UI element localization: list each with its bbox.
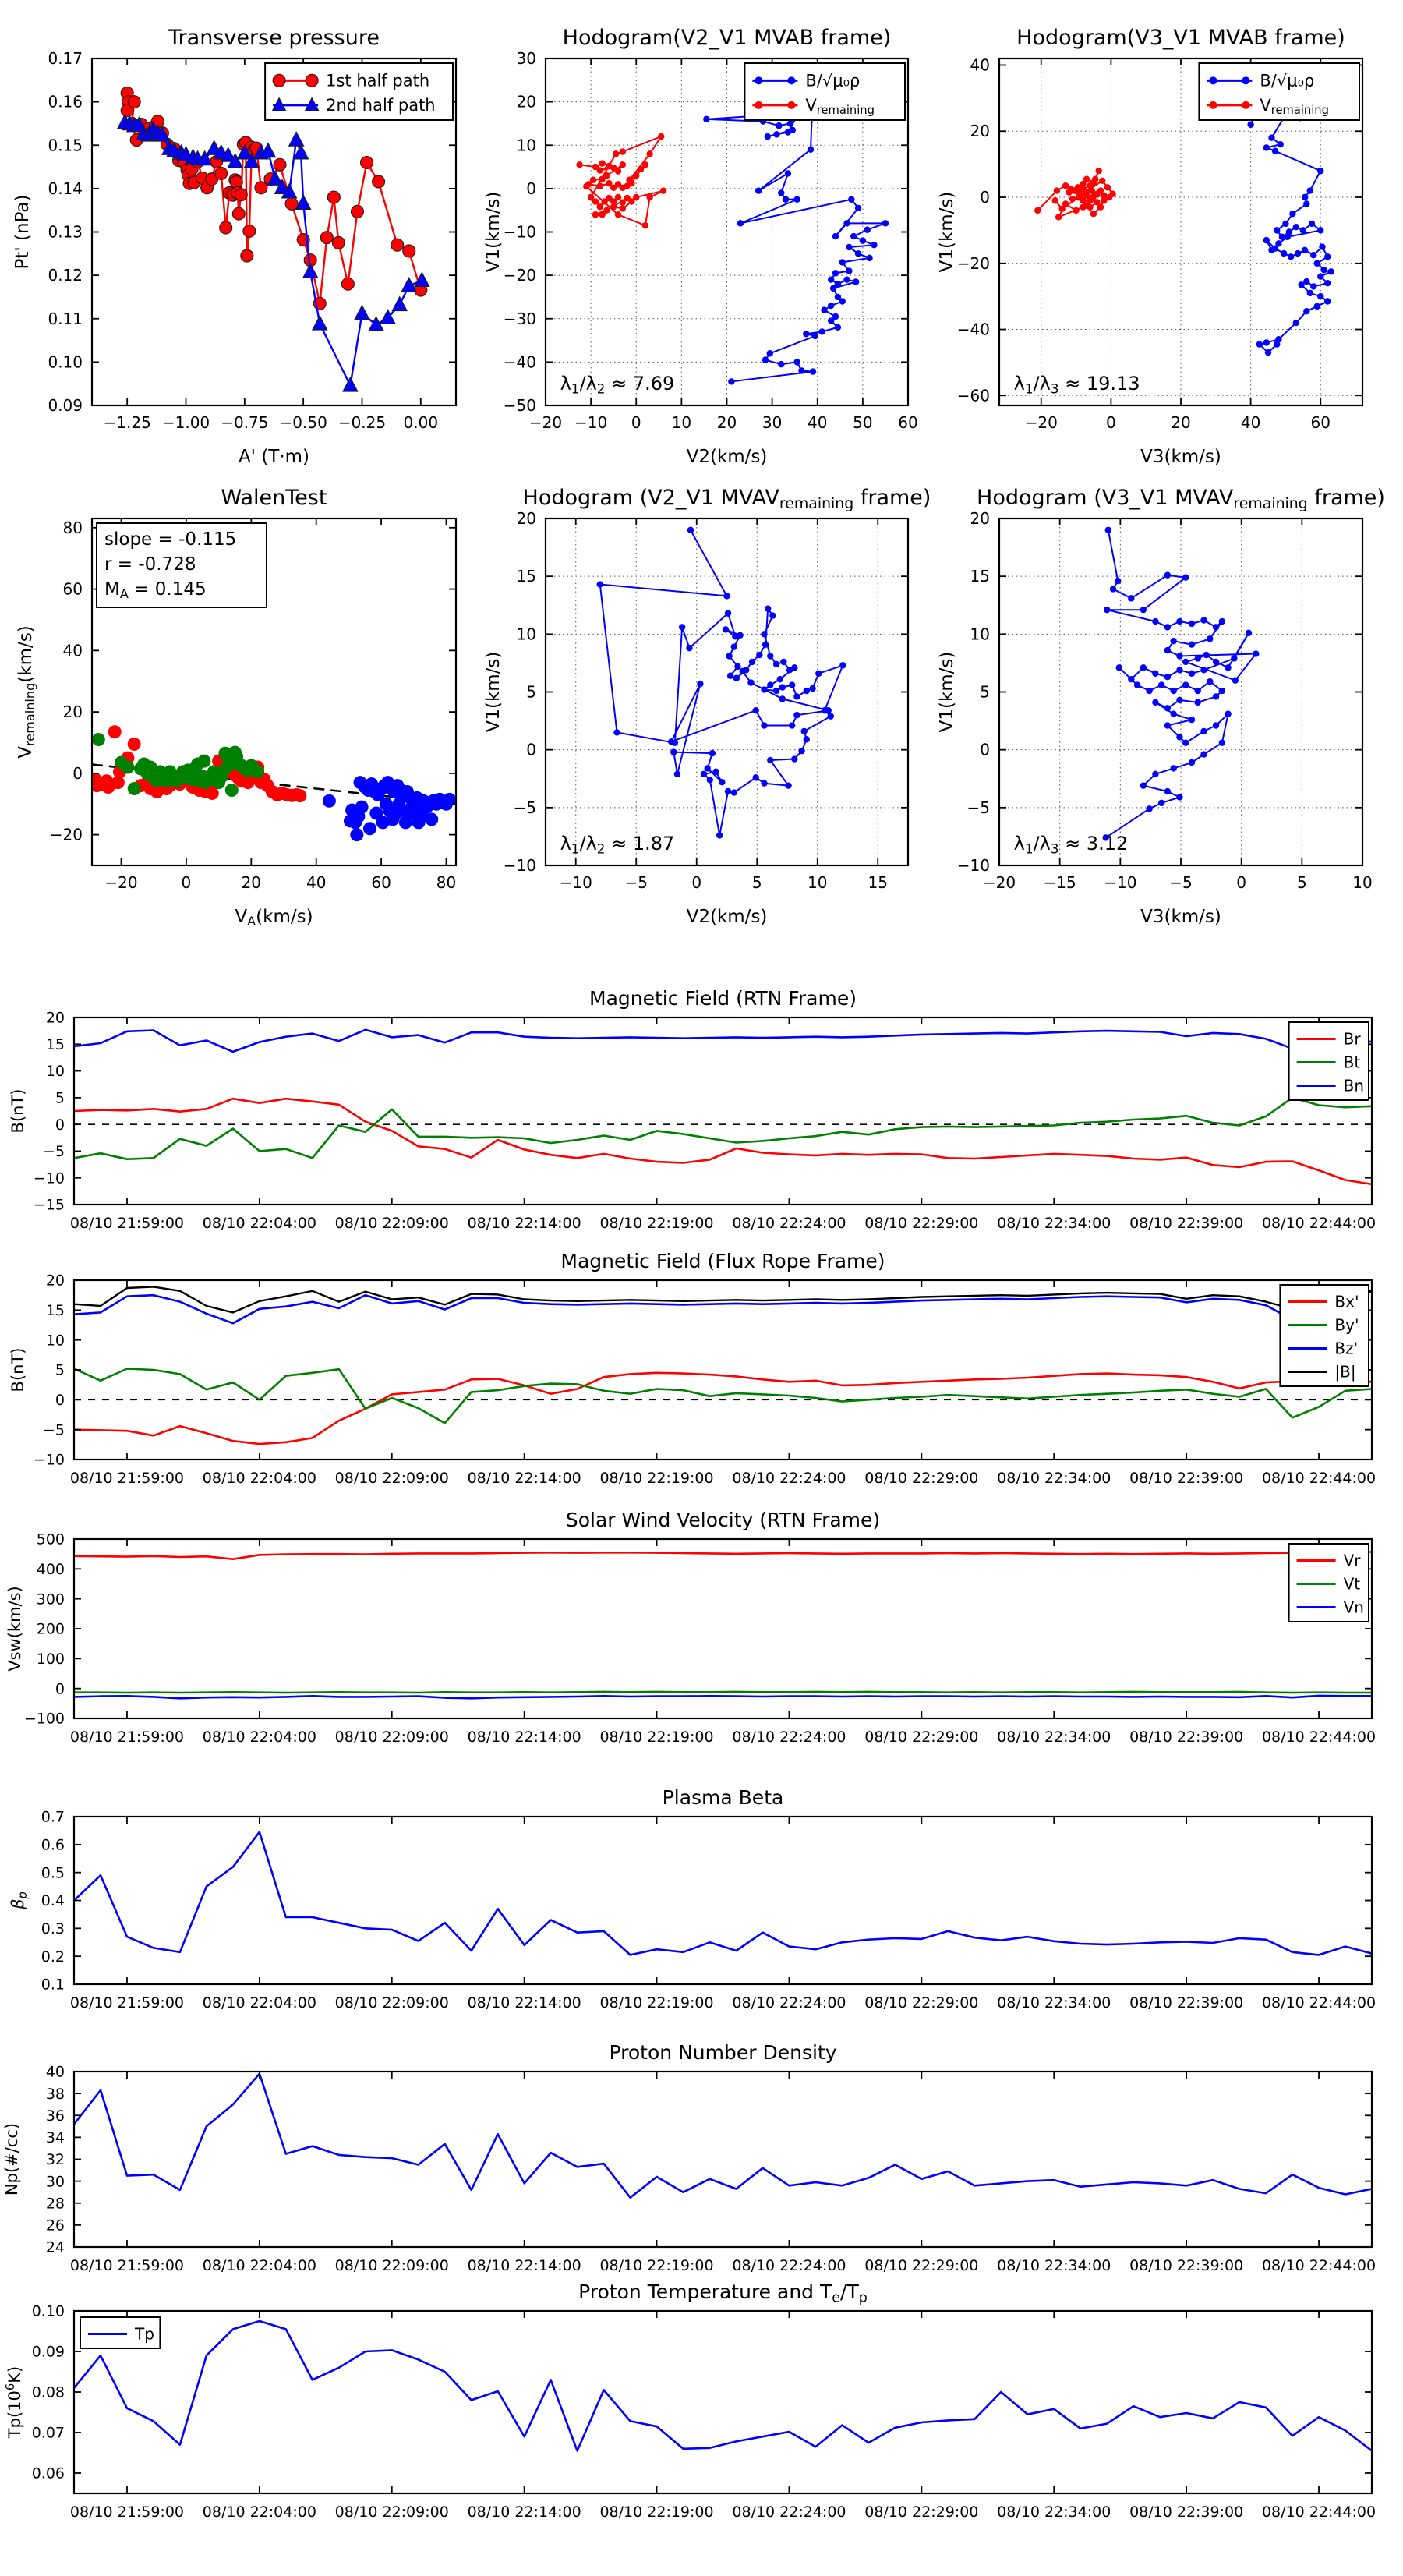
y-tick-label: −30 xyxy=(503,309,536,328)
x-tick-label: −20 xyxy=(1024,413,1058,432)
y-tick-label: 0.4 xyxy=(41,1892,65,1910)
x-tick-label: 08/10 22:34:00 xyxy=(997,2503,1111,2521)
x-tick-label: 50 xyxy=(853,413,873,432)
annotation-text: λ1/λ3 ≈ 3.12 xyxy=(1013,832,1129,857)
panel-title: Hodogram(V3_V1 MVAB frame) xyxy=(1016,26,1345,50)
panel-title: Hodogram(V2_V1 MVAB frame) xyxy=(562,26,892,50)
x-tick-label: 10 xyxy=(808,873,828,892)
y-tick-label: 0.08 xyxy=(31,2383,65,2401)
y-axis-label: V1(km/s) xyxy=(483,191,504,273)
y-axis-label: B(nT) xyxy=(9,1088,27,1134)
x-tick-label: 80 xyxy=(436,873,457,892)
panel-title: Solar Wind Velocity (RTN Frame) xyxy=(565,1509,881,1531)
x-tick-label: −5 xyxy=(624,873,648,892)
stats-line: r = -0.728 xyxy=(104,554,196,575)
y-tick-label: −20 xyxy=(956,253,990,273)
y-tick-label: −10 xyxy=(956,856,990,875)
legend-label: Bn xyxy=(1343,1076,1365,1095)
annotation-text: λ1/λ3 ≈ 19.13 xyxy=(1013,372,1140,397)
y-axis-label: Vremaining(km/s) xyxy=(16,625,38,759)
x-tick-label: 08/10 22:14:00 xyxy=(467,1215,581,1232)
x-tick-label: 08/10 22:39:00 xyxy=(1129,1994,1244,2012)
y-tick-label: 0.06 xyxy=(31,2465,65,2482)
x-tick-label: 08/10 22:04:00 xyxy=(202,1994,316,2012)
panel-title: Proton Number Density xyxy=(609,2041,837,2064)
panel-proton-number-density xyxy=(2,2041,1376,2274)
y-tick-label: −10 xyxy=(503,222,536,242)
y-tick-label: −5 xyxy=(42,1143,65,1161)
legend-label: |B| xyxy=(1334,1362,1356,1382)
panel-title: Magnetic Field (RTN Frame) xyxy=(589,987,857,1010)
x-tick-label: 60 xyxy=(371,873,391,892)
y-tick-label: 0.09 xyxy=(31,2343,65,2361)
y-tick-label: 200 xyxy=(36,1620,65,1638)
x-tick-label: 08/10 22:39:00 xyxy=(1129,1470,1244,1487)
y-tick-label: 0.5 xyxy=(41,1864,65,1882)
y-tick-label: 60 xyxy=(62,579,83,599)
x-tick-label: 08/10 21:59:00 xyxy=(69,1994,185,2012)
x-tick-label: −1.25 xyxy=(103,413,151,432)
y-tick-label: 300 xyxy=(36,1591,65,1608)
x-tick-label: 20 xyxy=(716,413,737,432)
x-tick-label: −1.00 xyxy=(161,413,210,432)
x-tick-label: 08/10 22:09:00 xyxy=(334,2257,449,2274)
y-tick-label: 15 xyxy=(970,567,990,586)
y-tick-label: 0 xyxy=(72,763,83,783)
x-tick-label: −0.75 xyxy=(221,413,269,432)
x-tick-label: 08/10 22:24:00 xyxy=(732,2257,846,2274)
x-tick-label: 08/10 22:44:00 xyxy=(1261,2503,1376,2521)
x-tick-label: 08/10 22:04:00 xyxy=(202,1470,316,1487)
y-tick-label: −60 xyxy=(956,386,990,405)
x-tick-label: 08/10 22:44:00 xyxy=(1261,1729,1376,1746)
x-tick-label: 08/10 21:59:00 xyxy=(69,1470,185,1487)
x-tick-label: 08/10 22:24:00 xyxy=(732,2503,846,2521)
y-tick-label: 400 xyxy=(36,1560,65,1578)
y-tick-label: −20 xyxy=(49,825,83,844)
x-tick-label: 08/10 22:09:00 xyxy=(334,1729,449,1746)
y-axis-label: Np(#/cc) xyxy=(2,2122,21,2196)
legend-label: B/√μ₀ρ xyxy=(1260,71,1315,90)
x-tick-label: 40 xyxy=(808,413,828,432)
legend-label: Vremaining xyxy=(805,96,875,117)
legend-label: 1st half path xyxy=(326,71,430,90)
x-tick-label: −10 xyxy=(574,413,608,432)
x-tick-label: 08/10 22:24:00 xyxy=(732,1994,846,2012)
y-tick-label: 0.15 xyxy=(48,136,83,155)
x-tick-label: 08/10 22:39:00 xyxy=(1129,1215,1244,1232)
y-tick-label: −5 xyxy=(967,798,990,817)
x-tick-label: 10 xyxy=(671,413,692,432)
x-tick-label: 20 xyxy=(241,873,262,892)
panel-transverse-pressure xyxy=(12,26,456,467)
panel-title: Transverse pressure xyxy=(168,26,380,50)
x-tick-label: 08/10 21:59:00 xyxy=(69,1215,185,1232)
x-tick-label: 08/10 22:44:00 xyxy=(1261,2257,1376,2274)
x-tick-label: 08/10 22:24:00 xyxy=(732,1215,846,1232)
panel-hodogram-v2v1-mvav xyxy=(483,486,931,927)
panel-title: WalenTest xyxy=(221,486,327,510)
y-tick-label: −40 xyxy=(503,352,536,372)
x-tick-label: 08/10 22:29:00 xyxy=(864,2257,979,2274)
x-tick-label: 08/10 22:04:00 xyxy=(202,2503,316,2521)
y-tick-label: −15 xyxy=(33,1196,65,1214)
x-tick-label: 20 xyxy=(1171,413,1191,432)
y-tick-label: 36 xyxy=(45,2107,65,2125)
y-tick-label: 26 xyxy=(45,2217,65,2235)
x-tick-label: 08/10 22:39:00 xyxy=(1129,2503,1244,2521)
series-Vt xyxy=(74,1692,1372,1693)
x-tick-label: 40 xyxy=(306,873,327,892)
y-tick-label: 0.6 xyxy=(41,1836,65,1854)
y-tick-label: 34 xyxy=(45,2129,65,2147)
y-tick-label: 20 xyxy=(516,509,536,528)
y-tick-label: 40 xyxy=(45,2063,65,2081)
y-tick-label: 80 xyxy=(62,518,83,537)
x-tick-label: 08/10 22:14:00 xyxy=(467,1470,581,1487)
y-axis-label: B(nT) xyxy=(9,1347,27,1392)
x-tick-label: 40 xyxy=(1240,413,1261,432)
y-tick-label: 0 xyxy=(55,1391,65,1409)
y-axis-label: βp xyxy=(9,1891,30,1909)
y-tick-label: 5 xyxy=(980,682,990,702)
y-tick-label: −100 xyxy=(23,1710,65,1728)
x-axis-label: V2(km/s) xyxy=(686,907,768,927)
panel-plasma-beta xyxy=(9,1786,1376,2012)
y-tick-label: 15 xyxy=(45,1301,65,1319)
x-tick-label: 0.00 xyxy=(403,413,439,432)
x-tick-label: −20 xyxy=(982,873,1016,892)
y-tick-label: 20 xyxy=(45,1009,65,1027)
x-tick-label: 08/10 22:09:00 xyxy=(334,1470,449,1487)
y-tick-label: 0 xyxy=(55,1116,65,1134)
x-tick-label: 08/10 22:19:00 xyxy=(599,1470,714,1487)
y-tick-label: 20 xyxy=(62,702,83,722)
panel-title: Hodogram (V2_V1 MVAVremaining frame) xyxy=(522,486,931,512)
panel-title: Magnetic Field (Flux Rope Frame) xyxy=(560,1250,885,1272)
y-tick-label: 0 xyxy=(980,740,990,759)
y-tick-label: 0.2 xyxy=(41,1948,65,1966)
y-tick-label: 0.09 xyxy=(48,396,83,415)
y-tick-label: −40 xyxy=(956,320,990,339)
y-tick-label: 0 xyxy=(55,1680,65,1698)
panel-title: Hodogram (V3_V1 MVAVremaining frame) xyxy=(977,486,1385,512)
y-tick-label: 0.17 xyxy=(48,49,83,68)
x-tick-label: 08/10 22:19:00 xyxy=(599,1215,714,1232)
x-tick-label: −20 xyxy=(528,413,563,432)
legend-label: Vremaining xyxy=(1260,96,1329,117)
y-axis-label: V1(km/s) xyxy=(937,651,957,733)
x-tick-label: 08/10 22:29:00 xyxy=(864,1215,979,1232)
y-tick-label: 10 xyxy=(516,136,536,155)
x-tick-label: −10 xyxy=(1104,873,1137,892)
y-tick-label: 30 xyxy=(516,49,536,68)
y-tick-label: 0.16 xyxy=(48,92,83,111)
y-tick-label: 28 xyxy=(45,2195,65,2213)
legend-label: Bz' xyxy=(1334,1339,1359,1358)
panel-title: Proton Temperature and Te/Tp xyxy=(578,2281,868,2306)
y-tick-label: 0 xyxy=(526,179,536,198)
y-tick-label: −10 xyxy=(503,856,536,875)
x-tick-label: 08/10 22:44:00 xyxy=(1261,1994,1376,2012)
x-tick-label: −15 xyxy=(1043,873,1076,892)
x-tick-label: 08/10 22:39:00 xyxy=(1129,2257,1244,2274)
y-tick-label: 500 xyxy=(36,1530,65,1548)
y-tick-label: 0.12 xyxy=(48,266,83,285)
y-tick-label: −10 xyxy=(33,1451,65,1469)
y-tick-label: 30 xyxy=(45,2173,65,2191)
annotation-text: λ1/λ2 ≈ 7.69 xyxy=(560,372,675,397)
y-tick-label: 10 xyxy=(970,625,990,644)
x-tick-label: 10 xyxy=(1352,873,1373,892)
x-tick-label: 08/10 22:09:00 xyxy=(334,1994,449,2012)
x-axis-label: VA(km/s) xyxy=(235,907,313,929)
x-tick-label: 5 xyxy=(1296,873,1307,892)
legend-label: Tp xyxy=(135,2324,154,2344)
x-tick-label: −20 xyxy=(104,873,138,892)
x-tick-label: 08/10 22:34:00 xyxy=(997,1215,1111,1232)
y-tick-label: 5 xyxy=(526,682,536,702)
x-tick-label: 08/10 22:14:00 xyxy=(467,2257,581,2274)
y-tick-label: −5 xyxy=(513,798,536,817)
x-tick-label: 0 xyxy=(181,873,192,892)
y-tick-label: 20 xyxy=(45,1272,65,1290)
stats-line: slope = -0.115 xyxy=(104,529,237,550)
y-tick-label: 32 xyxy=(45,2151,65,2169)
x-tick-label: 60 xyxy=(898,413,918,432)
y-tick-label: 0 xyxy=(980,188,990,207)
legend-label: B/√μ₀ρ xyxy=(805,71,861,90)
x-tick-label: 08/10 21:59:00 xyxy=(69,2257,185,2274)
x-tick-label: 08/10 22:19:00 xyxy=(599,2257,714,2274)
x-tick-label: 0 xyxy=(1106,413,1116,432)
x-tick-label: −5 xyxy=(1169,873,1193,892)
panel-hodogram-v3v1-mvab xyxy=(937,26,1362,467)
x-tick-label: 08/10 22:19:00 xyxy=(599,1729,714,1746)
y-axis-label: Vsw(km/s) xyxy=(5,1586,24,1672)
y-tick-label: 0.13 xyxy=(48,222,83,242)
y-tick-label: −5 xyxy=(42,1421,65,1439)
x-axis-label: A' (T·m) xyxy=(238,447,310,467)
y-tick-label: −20 xyxy=(503,266,536,285)
y-tick-label: 15 xyxy=(45,1035,65,1053)
panel-title: Plasma Beta xyxy=(662,1786,784,1809)
x-tick-label: 08/10 22:29:00 xyxy=(864,1729,979,1746)
y-tick-label: 0.07 xyxy=(31,2424,65,2442)
x-axis-label: V2(km/s) xyxy=(686,447,768,467)
y-axis-label: $Tp(10^6K)$ xyxy=(4,2365,24,2439)
y-tick-label: 40 xyxy=(62,641,83,660)
y-tick-label: 0.7 xyxy=(41,1808,65,1826)
stats-line: MA = 0.145 xyxy=(104,579,207,602)
panel-hodogram-v3v1-mvav xyxy=(937,486,1385,927)
y-tick-label: 0.1 xyxy=(41,1976,65,1994)
y-tick-label: 10 xyxy=(45,1063,65,1081)
panel-walen-test xyxy=(16,486,456,929)
x-tick-label: 0 xyxy=(1236,873,1247,892)
legend-label: Vr xyxy=(1343,1551,1361,1570)
x-tick-label: 08/10 22:44:00 xyxy=(1261,1215,1376,1232)
y-tick-label: 15 xyxy=(516,567,536,586)
x-tick-label: 08/10 21:59:00 xyxy=(69,1729,185,1746)
x-tick-label: 08/10 22:14:00 xyxy=(467,1994,581,2012)
x-tick-label: 08/10 22:34:00 xyxy=(997,1729,1111,1746)
x-tick-label: 08/10 21:59:00 xyxy=(69,2503,185,2521)
y-tick-label: 0 xyxy=(526,740,536,759)
y-axis-label: V1(km/s) xyxy=(937,191,957,273)
x-tick-label: −0.25 xyxy=(337,413,387,432)
y-tick-label: 0.10 xyxy=(48,352,83,372)
legend-label: Vn xyxy=(1343,1598,1364,1617)
x-tick-label: 0 xyxy=(691,873,702,892)
y-tick-label: 0.11 xyxy=(48,309,83,328)
x-tick-label: 0 xyxy=(631,413,641,432)
x-tick-label: 08/10 22:34:00 xyxy=(997,1994,1111,2012)
legend-label: Bx' xyxy=(1334,1292,1359,1311)
legend-label: Br xyxy=(1343,1029,1361,1049)
y-tick-label: 0.14 xyxy=(48,179,83,198)
x-tick-label: 08/10 22:29:00 xyxy=(864,2503,979,2521)
x-tick-label: 08/10 22:09:00 xyxy=(334,2503,449,2521)
y-tick-label: 20 xyxy=(516,92,536,111)
x-tick-label: 08/10 22:04:00 xyxy=(202,1729,316,1746)
x-axis-label: V3(km/s) xyxy=(1140,907,1221,927)
y-tick-label: 5 xyxy=(55,1089,65,1107)
y-tick-label: 100 xyxy=(36,1650,65,1668)
x-tick-label: 08/10 22:09:00 xyxy=(334,1215,449,1232)
x-tick-label: 08/10 22:19:00 xyxy=(599,1994,714,2012)
y-tick-label: 24 xyxy=(45,2238,65,2256)
panel-magnetic-field-flux-rope xyxy=(9,1250,1376,1487)
x-tick-label: −0.50 xyxy=(279,413,327,432)
x-tick-label: 08/10 22:19:00 xyxy=(599,2503,714,2521)
x-tick-label: 08/10 22:14:00 xyxy=(467,1729,581,1746)
legend-label: Bt xyxy=(1343,1053,1361,1072)
panel-proton-temperature xyxy=(4,2281,1376,2521)
x-tick-label: 08/10 22:04:00 xyxy=(202,2257,316,2274)
y-tick-label: −10 xyxy=(33,1169,65,1187)
x-tick-label: 08/10 22:39:00 xyxy=(1129,1729,1244,1746)
y-axis-label: Pt' (nPa) xyxy=(12,194,33,270)
x-tick-label: 5 xyxy=(751,873,762,892)
y-tick-label: −50 xyxy=(503,396,536,415)
y-tick-label: 20 xyxy=(970,509,990,528)
y-tick-label: 10 xyxy=(45,1332,65,1350)
x-axis-label: V3(km/s) xyxy=(1140,447,1221,467)
x-tick-label: 08/10 22:44:00 xyxy=(1261,1470,1376,1487)
x-tick-label: 08/10 22:04:00 xyxy=(202,1215,316,1232)
y-tick-label: 40 xyxy=(970,55,990,75)
x-tick-label: −10 xyxy=(559,873,592,892)
x-tick-label: 60 xyxy=(1310,413,1331,432)
x-tick-label: 08/10 22:29:00 xyxy=(864,1470,979,1487)
y-tick-label: 38 xyxy=(45,2085,65,2103)
x-tick-label: 15 xyxy=(868,873,888,892)
x-tick-label: 08/10 22:34:00 xyxy=(997,2257,1111,2274)
x-tick-label: 30 xyxy=(762,413,783,432)
annotation-text: λ1/λ2 ≈ 1.87 xyxy=(560,832,675,857)
legend-label: Vt xyxy=(1343,1574,1361,1594)
y-tick-label: 0.3 xyxy=(41,1920,65,1937)
panel-magnetic-field-rtn xyxy=(9,987,1376,1232)
panel-hodogram-v2v1-mvab xyxy=(483,26,918,467)
x-tick-label: 08/10 22:24:00 xyxy=(732,1729,846,1746)
x-tick-label: 08/10 22:24:00 xyxy=(732,1470,846,1487)
x-tick-label: 08/10 22:29:00 xyxy=(864,1994,979,2012)
legend-label: By' xyxy=(1334,1315,1359,1335)
y-tick-label: 5 xyxy=(55,1361,65,1379)
x-tick-label: 08/10 22:34:00 xyxy=(997,1470,1111,1487)
panel-solar-wind-velocity xyxy=(5,1509,1376,1746)
legend-label: 2nd half path xyxy=(326,96,436,115)
y-tick-label: 20 xyxy=(970,122,990,141)
x-tick-label: 08/10 22:14:00 xyxy=(467,2503,581,2521)
y-axis-label: V1(km/s) xyxy=(483,651,504,733)
y-tick-label: 10 xyxy=(516,625,536,644)
y-tick-label: 0.10 xyxy=(31,2302,65,2320)
